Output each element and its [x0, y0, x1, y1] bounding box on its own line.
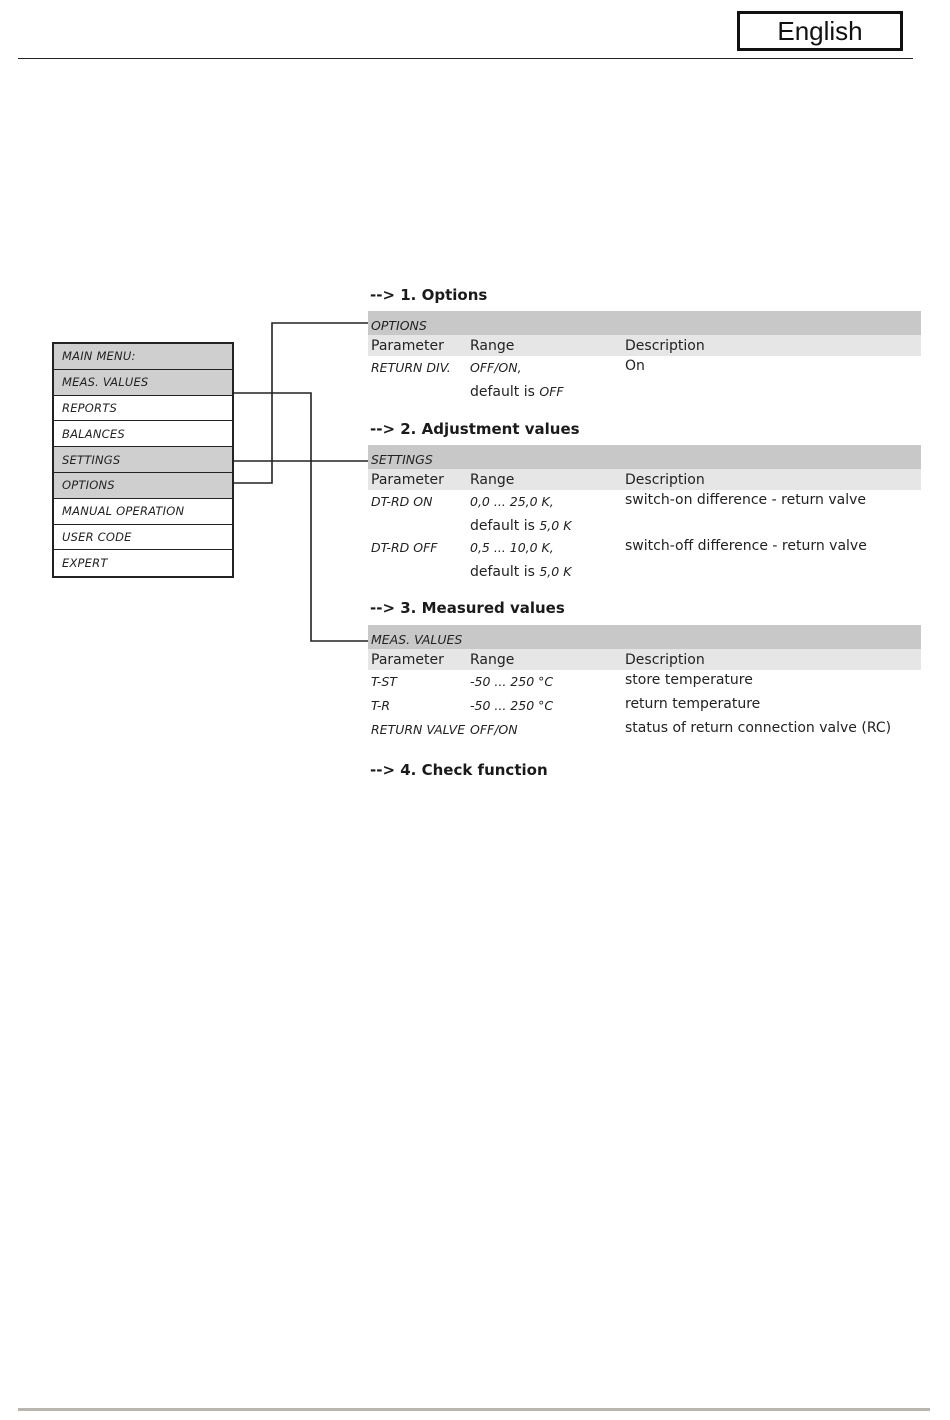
range-value: OFF/ON,	[470, 360, 522, 375]
default-prefix: default is	[470, 564, 535, 580]
range-value: 0,5 ... 10,0 K,	[470, 540, 554, 555]
param-name: T-ST	[371, 674, 397, 689]
table-row	[368, 356, 921, 404]
column-header-row	[368, 469, 921, 490]
range-value: OFF/ON	[470, 722, 518, 737]
menu-item-options[interactable]: OPTIONS	[54, 473, 232, 499]
menu-item-main-menu: MAIN MENU:	[54, 344, 232, 370]
col-description: Description	[625, 651, 705, 668]
top-rule	[18, 58, 913, 59]
range-value: -50 ... 250 °C	[470, 674, 554, 689]
column-header-row	[368, 649, 921, 670]
section-title-check-function: --> 4. Check function	[370, 761, 548, 779]
table-row	[368, 490, 921, 538]
param-name: T-R	[371, 698, 391, 713]
description: switch-on difference - return valve	[625, 492, 867, 508]
section-title-options: --> 1. Options	[370, 286, 488, 304]
col-description: Description	[625, 471, 705, 488]
description: store temperature	[625, 672, 753, 688]
menu-item-reports[interactable]: REPORTS	[54, 396, 232, 422]
section-title-adjustment: --> 2. Adjustment values	[370, 420, 580, 438]
settings-table	[368, 445, 921, 584]
default-prefix: default is	[470, 384, 535, 400]
default-prefix: default is	[470, 518, 535, 534]
table-header-meas-values: MEAS. VALUES	[368, 625, 921, 649]
main-menu	[52, 342, 234, 578]
col-description: Description	[625, 337, 705, 354]
description: status of return connection valve (RC)	[625, 720, 892, 736]
menu-item-expert[interactable]: EXPERT	[54, 550, 232, 576]
description: return temperature	[625, 696, 761, 712]
bottom-rule	[18, 1408, 930, 1411]
col-range: Range	[470, 337, 515, 354]
col-parameter: Parameter	[371, 651, 444, 668]
table-row	[368, 670, 921, 694]
description: On	[625, 358, 645, 374]
column-header-row	[368, 335, 921, 356]
measured-table	[368, 625, 921, 742]
menu-item-manual-operation[interactable]: MANUAL OPERATION	[54, 499, 232, 525]
range-value: -50 ... 250 °C	[470, 698, 554, 713]
table-header-options: OPTIONS	[368, 311, 921, 335]
menu-item-user-code[interactable]: USER CODE	[54, 525, 232, 551]
menu-item-balances[interactable]: BALANCES	[54, 421, 232, 447]
range-value: 0,0 ... 25,0 K,	[470, 494, 554, 509]
param-name: RETURN VALVE	[371, 722, 466, 737]
section-title-measured: --> 3. Measured values	[370, 599, 565, 617]
default-value: 5,0 K	[539, 518, 572, 533]
default-value: 5,0 K	[539, 564, 572, 579]
options-table	[368, 311, 921, 404]
default-value: OFF	[539, 384, 564, 399]
table-row	[368, 718, 921, 742]
language-label: English	[737, 11, 903, 51]
table-row	[368, 694, 921, 718]
col-parameter: Parameter	[371, 337, 444, 354]
table-header-settings: SETTINGS	[368, 445, 921, 469]
param-name: DT-RD ON	[371, 494, 433, 509]
col-parameter: Parameter	[371, 471, 444, 488]
col-range: Range	[470, 471, 515, 488]
table-row	[368, 536, 921, 584]
param-name: DT-RD OFF	[371, 540, 438, 555]
col-range: Range	[470, 651, 515, 668]
menu-item-meas-values[interactable]: MEAS. VALUES	[54, 370, 232, 396]
param-name: RETURN DIV.	[371, 360, 451, 375]
description: switch-off difference - return valve	[625, 538, 867, 554]
menu-item-settings[interactable]: SETTINGS	[54, 447, 232, 473]
